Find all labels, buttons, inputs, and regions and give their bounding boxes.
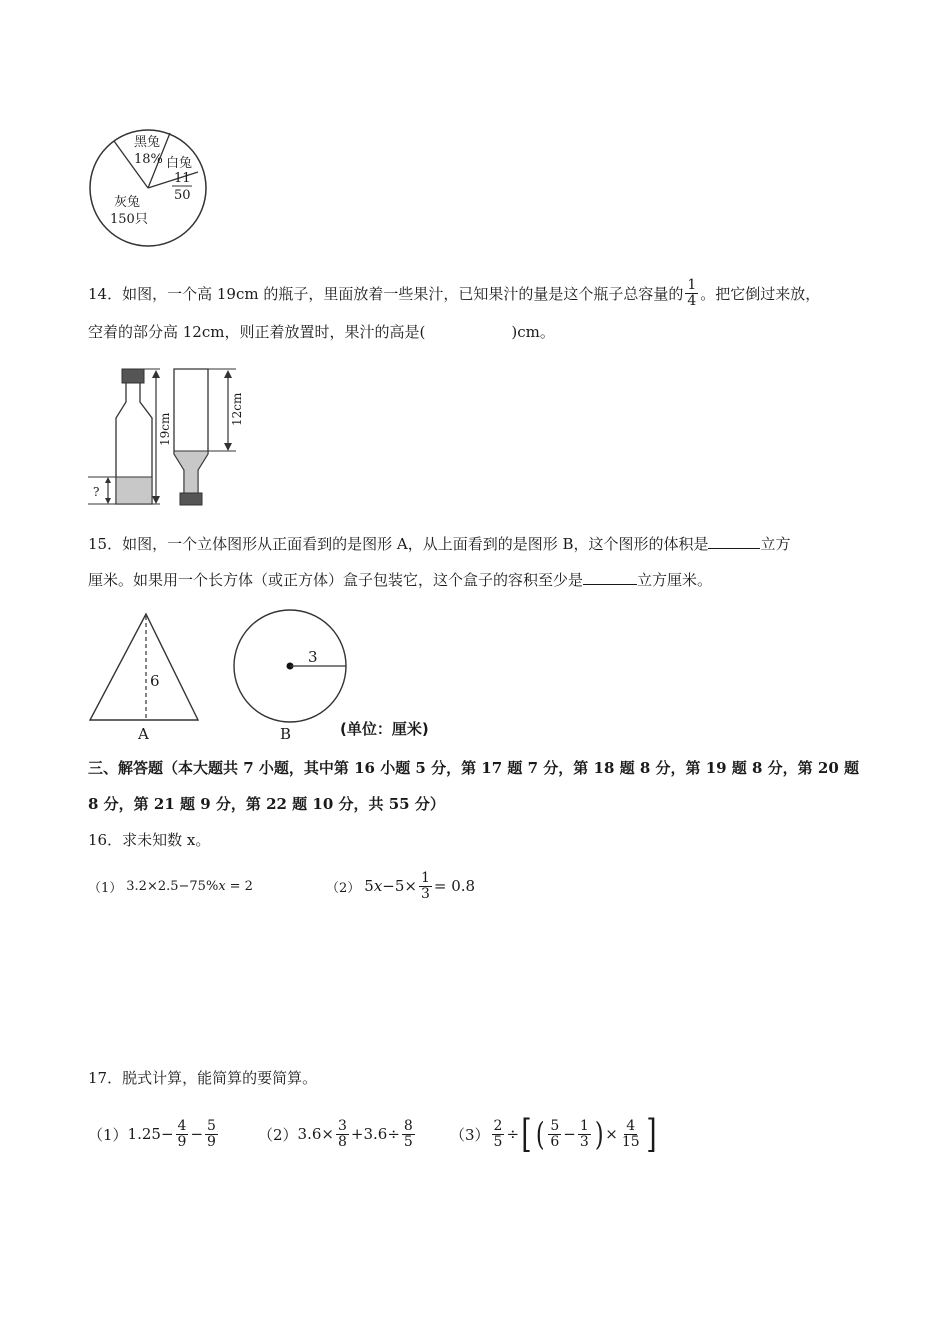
q17-p3-times: × [605, 1125, 618, 1143]
q16-p2-var: x [373, 877, 383, 895]
q17-p3-left-paren: ( [535, 1115, 545, 1153]
q17-problem-1 [88, 1114, 220, 1154]
q15-line1-text: 15．如图，一个立体图形从正面看到的是图形 A，从上面看到的是图形 B，这个图形的体积是 [88, 535, 709, 553]
circle-b-radius-label: 3 [308, 648, 318, 666]
bottle1-juice [117, 477, 152, 504]
q15-line2-text: 厘米。如果用一个长方体（或正方体）盒子包装它，这个盒子的容积至少是 [88, 571, 584, 589]
q17-p3-left-bracket: [ [521, 1112, 532, 1156]
pie-black-value: 18% [134, 152, 163, 167]
q17-p2-a: 3.6× [297, 1125, 334, 1143]
q17-p3-frac4 [620, 1119, 642, 1150]
q16-p1-label: （1） [88, 880, 123, 896]
height-19-arrowhead-top [152, 370, 160, 378]
q17-problem-2 [258, 1114, 417, 1154]
unknown-height-label: ? [93, 485, 100, 499]
bottle1-cap [122, 369, 144, 383]
bottle2-juice [175, 451, 208, 493]
section3-heading-line1: 三、解答题（本大题共 7 小题，其中第 16 小题 5 分，第 17 题 7 分，第 18 题 8 分，第 19 题 8 分，第 20 题 [88, 759, 860, 777]
q17-p1-f2n: 5 [207, 1117, 216, 1134]
pie-black-label: 黑兔 [134, 135, 161, 150]
bottle2-cap [180, 493, 202, 505]
empty-12-arrowhead-top [224, 370, 232, 378]
q14-line2 [88, 322, 555, 342]
q16-problem-2 [326, 866, 475, 906]
q17-p3-f1n: 2 [493, 1117, 503, 1134]
empty-12-arrowhead-bottom [224, 443, 232, 451]
q17-p2-label: （2） [258, 1125, 298, 1144]
q17-p3-f3n: 1 [579, 1117, 589, 1134]
q16-p2-b: −5× [382, 877, 417, 895]
q16-p2-label: （2） [326, 880, 361, 896]
section3-heading-line2: 8 分，第 21 题 9 分，第 22 题 10 分，共 55 分） [88, 795, 445, 813]
q16-p1-expr-b: = 2 [229, 878, 253, 894]
q17-p3-minus: − [563, 1125, 576, 1143]
triangle-a-height-label: 6 [150, 672, 160, 690]
q17-p3-f1d: 5 [493, 1133, 503, 1150]
pie-gray-label: 灰兔 [114, 195, 141, 210]
q17-p1-label: （1） [88, 1125, 128, 1144]
q14-line2-end: )cm。 [511, 323, 555, 341]
pie-white-num: 11 [174, 171, 191, 186]
q14-frac-num: 1 [687, 277, 697, 293]
q17-p3-label: （3） [450, 1125, 490, 1144]
rabbit-pie-figure [86, 126, 212, 250]
q14-fraction [685, 278, 698, 309]
q17-p1-f1n: 4 [177, 1117, 187, 1134]
q15-line1 [88, 534, 791, 554]
shapes-figure [86, 608, 456, 744]
pie-white-den: 50 [174, 188, 191, 203]
q16-p2-num: 1 [420, 869, 430, 886]
q14-line1-text: 14．如图，一个高 19cm 的瓶子，里面放着一些果汁，已知果汁的量是这个瓶子总容量的 [88, 284, 684, 303]
q17-p1-op: − [190, 1125, 204, 1143]
height-19-arrowhead-bottom [152, 496, 160, 504]
q17-p2-frac1 [336, 1119, 349, 1150]
q15-volume-blank[interactable] [708, 534, 760, 549]
unknown-arrowhead-bottom [105, 498, 111, 504]
q15-box-blank[interactable] [583, 570, 637, 585]
q17-p3-right-bracket: ] [645, 1112, 657, 1156]
triangle-a [90, 614, 198, 720]
unknown-arrowhead-top [105, 477, 111, 483]
q17-p2-f1n: 3 [337, 1117, 347, 1134]
q17-p2-f2d: 5 [403, 1133, 413, 1150]
unit-label: (单位：厘米) [340, 720, 429, 738]
q14-line2-text: 空着的部分高 12cm，则正着放置时，果汁的高是( [88, 323, 426, 341]
q17-p3-f4d: 15 [621, 1133, 640, 1150]
q16-title: 16．求未知数 x。 [88, 831, 211, 849]
q17-p2-frac2 [402, 1119, 415, 1150]
q17-p2-op: +3.6÷ [350, 1125, 400, 1143]
q16-p2-a: 5 [364, 877, 374, 895]
q17-p3-right-paren: ) [594, 1115, 604, 1153]
q16-problem-1 [88, 876, 253, 896]
q17-p3-div: ÷ [506, 1125, 520, 1143]
q14-frac-den: 4 [687, 293, 697, 309]
q15-line2-end: 立方厘米。 [637, 571, 713, 589]
q17-p3-f2d: 6 [550, 1133, 560, 1150]
pie-white-label: 白兔 [166, 156, 193, 171]
q17-p1-frac2 [205, 1119, 218, 1150]
q16-p2-den: 3 [420, 885, 430, 902]
q17-p1-frac1 [176, 1119, 189, 1150]
q15-line1-end: 立方 [760, 535, 791, 553]
bottle-figure [88, 364, 248, 510]
q14-line1-end: 。把它倒过来放， [700, 284, 821, 303]
figure-b-label: B [280, 725, 292, 743]
height-19-label: 19cm [158, 412, 172, 446]
q16-p2-c: = 0.8 [433, 877, 476, 895]
q17-p1-f2d: 9 [207, 1133, 216, 1150]
q17-p3-frac2 [548, 1119, 561, 1150]
q17-p1-f1d: 9 [177, 1133, 187, 1150]
q14-line1 [88, 278, 820, 309]
q15-line2 [88, 570, 712, 590]
q17-p1-a: 1.25− [127, 1125, 174, 1143]
q16-p1-expr-a: 3.2×2.5−75% [126, 878, 219, 894]
figure-a-label: A [138, 725, 149, 743]
q17-title: 17．脱式计算，能简算的要简算。 [88, 1069, 318, 1087]
q17-p3-frac1 [492, 1119, 505, 1150]
pie-gray-value: 150只 [110, 212, 148, 227]
q17-p3-f3d: 3 [579, 1133, 589, 1150]
q17-problem-3 [450, 1110, 659, 1158]
q17-p2-f1d: 8 [337, 1133, 347, 1150]
q16-p1-var: x [218, 878, 226, 894]
q17-p2-f2n: 8 [403, 1117, 413, 1134]
q16-p2-fraction [419, 871, 432, 902]
q17-p3-f4n: 4 [626, 1117, 636, 1134]
q17-p3-f2n: 5 [550, 1117, 560, 1134]
empty-12-label: 12cm [230, 392, 244, 426]
q17-p3-frac3 [578, 1119, 591, 1150]
